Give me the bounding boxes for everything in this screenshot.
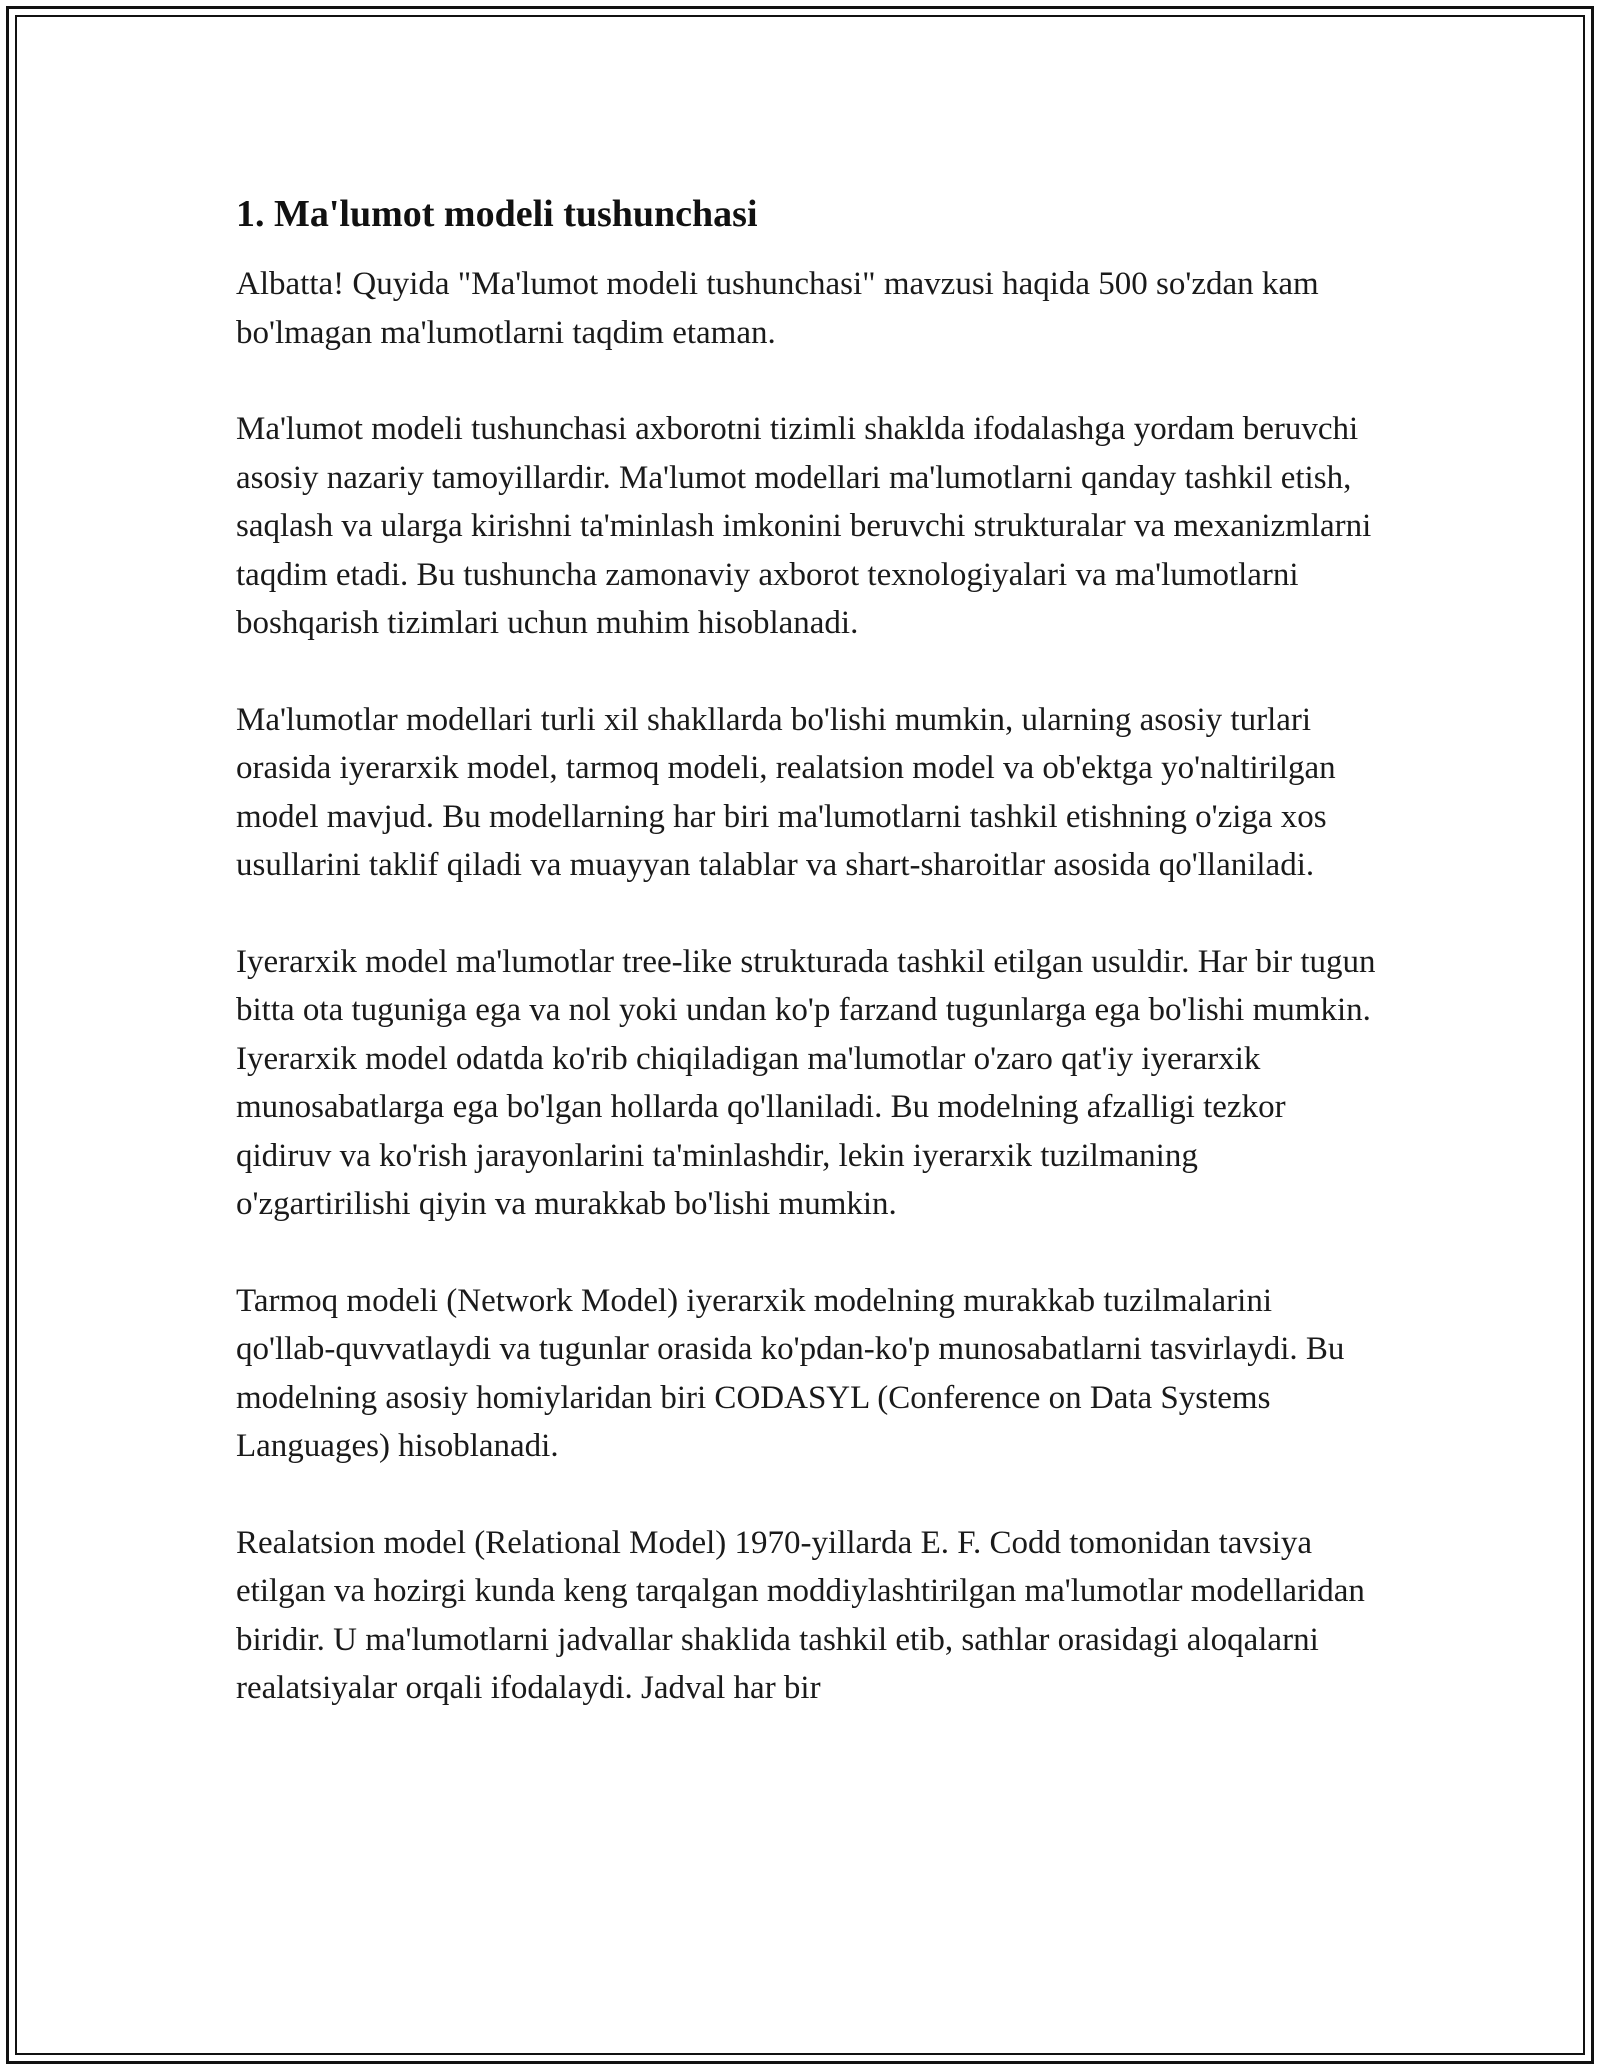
paragraph-model-types: Ma'lumotlar modellari turli xil shakllarda bo'lishi mumkin, ularning asosiy turlari orasida iyerarxik model, tarmoq modeli, realatsion model va ob'ektga yo'naltirilgan model mavjud. Bu modellarning har biri ma'lumotlarni tashkil etishning o'ziga xos usullarini taklif qiladi va muayyan talablar va shart-sharoitlar asosida qo'llaniladi. [236, 701, 1336, 883]
paragraph-definition: Ma'lumot modeli tushunchasi axborotni tizimli shaklda ifodalashga yordam beruvchi asosiy nazariy tamoyillardir. Ma'lumot modellari ma'lumotlarni qanday tashkil etish, saqlash va ularga kirishni ta'minlash imkonini beruvchi strukturalar va mexanizmlarni taqdim etadi. Bu tushuncha zamonaviy axborot texnologiyalari va ma'lumotlarni boshqarish tizimlari uchun muhim hisoblanadi. [236, 411, 1372, 641]
section-heading: 1. Ma'lumot modeli tushunchasi [236, 193, 758, 235]
paragraph-network-model: Tarmoq modeli (Network Model) iyerarxik modelning murakkab tuzilmalarini qo'llab-quvvatlaydi va tugunlar orasida ko'pdan-ko'p munosabatlarni tasvirlaydi. Bu modelning asosiy homiylaridan biri CODASYL (Conference on Data Systems Languages) hisoblanadi. [236, 1282, 1345, 1464]
paragraph-intro: Albatta! Quyida "Ma'lumot modeli tushunchasi" mavzusi haqida 500 so'zdan kam bo'lmagan ma'lumotlarni taqdim etaman. [236, 266, 1319, 351]
paragraph-hierarchical-model: Iyerarxik model ma'lumotlar tree-like strukturada tashkil etilgan usuldir. Har bir tugun bitta ota tuguniga ega va nol yoki undan ko'p farzand tugunlarga ega bo'lishi mumkin. Iyerarxik model odatda ko'rib chiqiladigan ma'lumotlar o'zaro qat'iy iyerarxik munosabatlarga ega bo'lgan hollarda qo'llaniladi. Bu modelning afzalligi tezkor qidiruv va ko'rish jarayonlarini ta'minlashdir, lekin iyerarxik tuzilmaning o'zgartirilishi qiyin va murakkab bo'lishi mumkin. [236, 943, 1376, 1222]
document-body [236, 190, 1376, 1761]
paragraph-relational-model: Realatsion model (Relational Model) 1970-yillarda E. F. Codd tomonidan tavsiya etilgan va hozirgi kunda keng tarqalgan moddiylashtirilgan ma'lumotlar modellaridan biridir. U ma'lumotlarni jadvallar shaklida tashkil etib, sathlar orasidagi aloqalarni realatsiyalar orqali ifodalaydi. Jadval har bir [236, 1524, 1365, 1706]
